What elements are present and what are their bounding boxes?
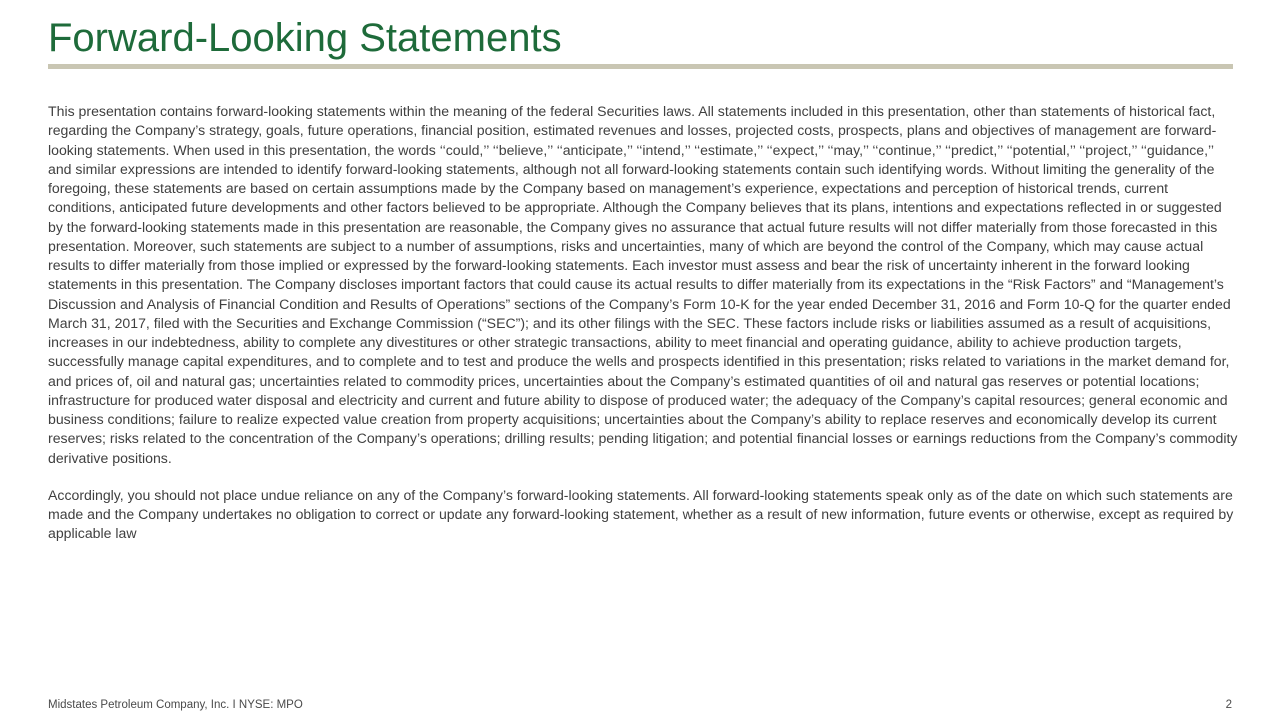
page-number: 2 — [1225, 699, 1232, 711]
slide-body — [48, 102, 1238, 562]
disclaimer-paragraph-1: This presentation contains forward-looking statements within the meaning of the federal Securities laws. All statements included in this presentation, other than statements of historical fact, regarding the Company’s strategy, goals, future operations, financial position, estimated revenues and losses, projected costs, prospects, plans and objectives of management are forward-looking statements. When used in this presentation, the words ‘‘could,’’ ‘‘believe,’’ ‘‘anticipate,’’ ‘‘intend,’’ ‘‘estimate,’’ ‘‘expect,’’ ‘‘may,’’ ‘‘continue,’’ ‘‘predict,’’ ‘‘potential,’’ ‘‘project,’’ ‘‘guidance,’’ and similar expressions are intended to identify forward-looking statements, although not all forward-looking statements contain such identifying words. Without limiting the generality of the foregoing, these statements are based on certain assumptions made by the Company based on management’s experience, expectations and perception of historical trends, current conditions, anticipated future developments and other factors believed to be appropriate. Although the Company believes that its plans, intentions and expectations reflected in or suggested by the forward-looking statements made in this presentation are reasonable, the Company gives no assurance that actual future results will not differ materially from those forecasted in this presentation. Moreover, such statements are subject to a number of assumptions, risks and uncertainties, many of which are beyond the control of the Company, which may cause actual results to differ materially from those implied or expressed by the forward-looking statements. Each investor must assess and bear the risk of uncertainty inherent in the forward looking statements in this presentation. The Company discloses important factors that could cause its actual results to differ materially from its expectations in the “Risk Factors” and “Management’s Discussion and Analysis of Financial Condition and Results of Operations” sections of the Company’s Form 10-K for the year ended December 31, 2016 and Form 10-Q for the quarter ended March 31, 2017, filed with the Securities and Exchange Commission (“SEC”); and its other filings with the SEC. These factors include risks or liabilities assumed as a result of acquisitions, increases in our indebtedness, ability to complete any divestitures or other strategic transactions, ability to meet financial and operating guidance, ability to achieve production targets, successfully manage capital expenditures, and to complete and to test and produce the wells and prospects identified in this presentation; risks related to variations in the market demand for, and prices of, oil and natural gas; uncertainties related to commodity prices, uncertainties about the Company’s estimated quantities of oil and natural gas reserves or potential locations; infrastructure for produced water disposal and electricity and current and future ability to dispose of produced water; the adequacy of the Company’s capital resources; general economic and business conditions; failure to realize expected value creation from property acquisitions; uncertainties about the Company’s ability to replace reserves and economically develop its current reserves; risks related to the concentration of the Company’s operations; drilling results; pending litigation; and potential financial losses or earnings reductions from the Company’s commodity derivative positions. — [48, 103, 1238, 466]
disclaimer-paragraph-2: Accordingly, you should not place undue reliance on any of the Company’s forward-looking statements. All forward-looking statements speak only as of the date on which such statements are made and the Company undertakes no obligation to correct or update any forward-looking statement, whether as a result of new information, future events or otherwise, except as required by applicable law — [48, 486, 1234, 542]
footer-company: Midstates Petroleum Company, Inc. I NYSE: MPO — [48, 699, 303, 711]
slide-title: Forward-Looking Statements — [48, 16, 562, 60]
title-divider — [48, 64, 1233, 69]
